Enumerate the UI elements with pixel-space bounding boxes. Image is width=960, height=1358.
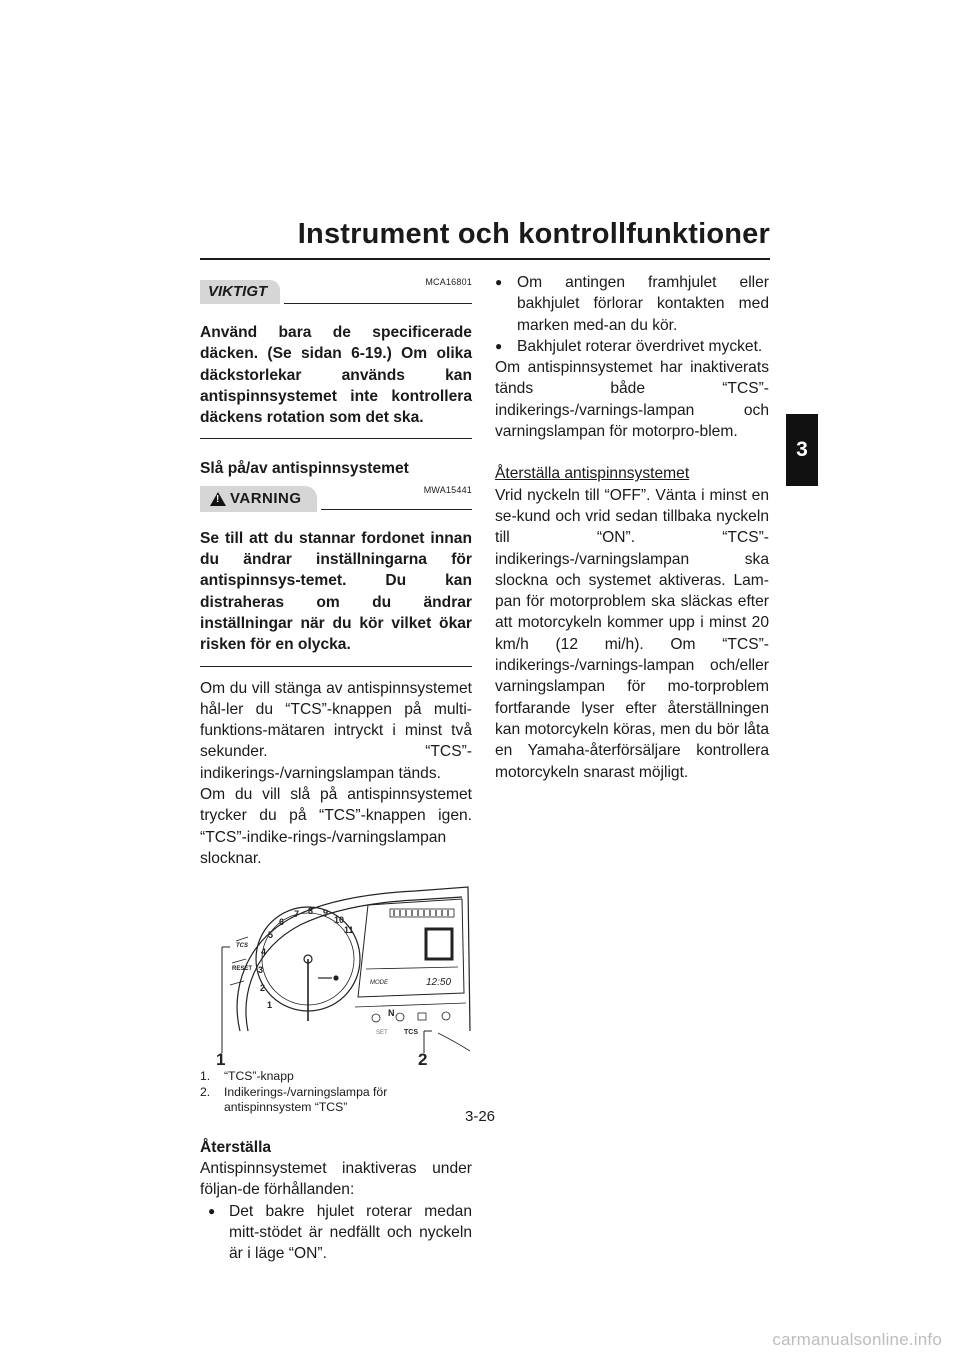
warning-rule xyxy=(200,666,472,667)
caption-item xyxy=(200,1069,472,1085)
notice-code: MCA16801 xyxy=(425,277,472,287)
warning-text: Se till att du stannar fordonet innan du ändrar inställningarna för antispinnsys-temet. Du kan distraheras om du ändrar inställningar när du kör vilket ökar risken för en olycka. xyxy=(200,529,472,654)
caption-text: Indikerings-/varningslampa för antispinnsystem “TCS” xyxy=(224,1084,388,1115)
gear-indicator: N xyxy=(388,1008,395,1019)
warning-header-line xyxy=(321,509,472,510)
tcs-lamp-label: TCS xyxy=(404,1029,418,1037)
bullet-item: ● Bakhjulet roterar överdrivet mycket. xyxy=(495,336,769,357)
svg-text:7: 7 xyxy=(294,909,300,920)
page-number: 3-26 xyxy=(464,1108,496,1125)
warning-label: VARNING xyxy=(230,490,302,508)
body-paragraph: Om antispinnsystemet har inaktiverats tänds både “TCS”-indikerings-/varnings-lampan och varningslampan för motorpro-blem. xyxy=(495,359,769,441)
figure-caption xyxy=(200,1069,472,1116)
bullet-item: ● Om antingen framhjulet eller bakhjulet förlorar kontakten med marken med-an du kör. xyxy=(495,272,769,336)
callout-1: 1 xyxy=(216,1050,226,1068)
notice-header-line xyxy=(284,303,472,304)
watermark: carmanualsonline.info xyxy=(772,1330,942,1349)
mode-label: MODE xyxy=(370,980,388,987)
reset-subheading: Återställa antispinnsystemet xyxy=(495,465,690,483)
header-rule xyxy=(200,258,770,260)
caption-number: 2. xyxy=(200,1084,211,1099)
svg-text:5: 5 xyxy=(268,930,274,941)
warning-badge xyxy=(200,486,317,512)
warning-header xyxy=(200,480,472,514)
chapter-tab: 3 xyxy=(786,414,818,486)
svg-text:3: 3 xyxy=(258,965,264,976)
bullet-item: ● Det bakre hjulet roterar medan mitt-stödet är nedfällt och nyckeln är i läge “ON”. xyxy=(200,1201,472,1265)
svg-text:8: 8 xyxy=(308,906,314,917)
subheading-wrap xyxy=(495,463,769,484)
meter-illustration xyxy=(200,881,472,1067)
caption-text: “TCS”-knapp xyxy=(224,1069,294,1084)
clock-display: 12:50 xyxy=(426,977,452,989)
notice-badge: VIKTIGT xyxy=(200,280,280,304)
svg-text:4: 4 xyxy=(261,947,267,958)
body-paragraph: Vrid nyckeln till “OFF”. Vänta i minst en se-kund och vrid sedan tillbaka nyckeln till “ON”. “TCS”-indikerings-/varningslampan ska slockna och systemet aktiveras. Lam-pan för motorproblem ska släckas efter att motorcykeln kommer upp i minst 20 km/h (12 mi/h). Om “TCS”-indikerings-/varnings-lampan och/eller varningslampan för mo-torproblem fortfarande lyser efter återställningen kan motorcykeln köras, men du bör låta en Yamaha-återförsäljare kontrollera motorcykeln snarast möjligt. xyxy=(495,486,769,781)
reset-button-label: RESET xyxy=(232,966,253,973)
caption-item xyxy=(200,1085,472,1116)
tcs-button-label: TCS xyxy=(236,943,248,950)
caption-number: 1. xyxy=(200,1069,211,1084)
left-column xyxy=(200,272,472,1265)
warning-triangle-icon: ! xyxy=(210,492,226,506)
svg-text:2: 2 xyxy=(260,983,266,994)
svg-text:1: 1 xyxy=(267,1000,273,1011)
section-heading: Slå på/av antispinnsystemet xyxy=(200,460,409,478)
svg-text:9: 9 xyxy=(323,908,329,919)
svg-text:6: 6 xyxy=(279,917,285,928)
body-paragraph: Om du vill slå på antispinnsystemet trycker du på “TCS”-knappen igen. “TCS”-indike-rings-/varningslampan slocknar. xyxy=(200,786,472,867)
notice-rule xyxy=(200,438,472,439)
body-paragraph: Om du vill stänga av antispinnsystemet hål-ler du “TCS”-knappen på multi-funktions-mätaren intryckt i minst två sekunder. “TCS”-indikerings-/varningslampan tänds. xyxy=(200,679,472,782)
warning-code: MWA15441 xyxy=(423,484,472,495)
notice-header xyxy=(200,272,472,306)
right-column xyxy=(495,272,769,783)
svg-text:11: 11 xyxy=(344,925,354,936)
reset-intro: Antispinnsystemet inaktiveras under följan-de förhållanden: xyxy=(200,1160,472,1199)
callout-2: 2 xyxy=(418,1050,428,1068)
set-lamp-label: SET xyxy=(376,1030,388,1037)
page-header-title: Instrument och kontrollfunktioner xyxy=(297,218,770,250)
notice-text: Använd bara de specificerade däcken. (Se sidan 6-19.) Om olika däckstorlekar används kan antispinnsystemet inte kontrollera däckens rotation som det ska. xyxy=(200,324,472,427)
svg-text:10: 10 xyxy=(334,915,345,926)
reset-heading: Återställa xyxy=(200,1138,272,1156)
instrument-figure xyxy=(200,881,472,1067)
